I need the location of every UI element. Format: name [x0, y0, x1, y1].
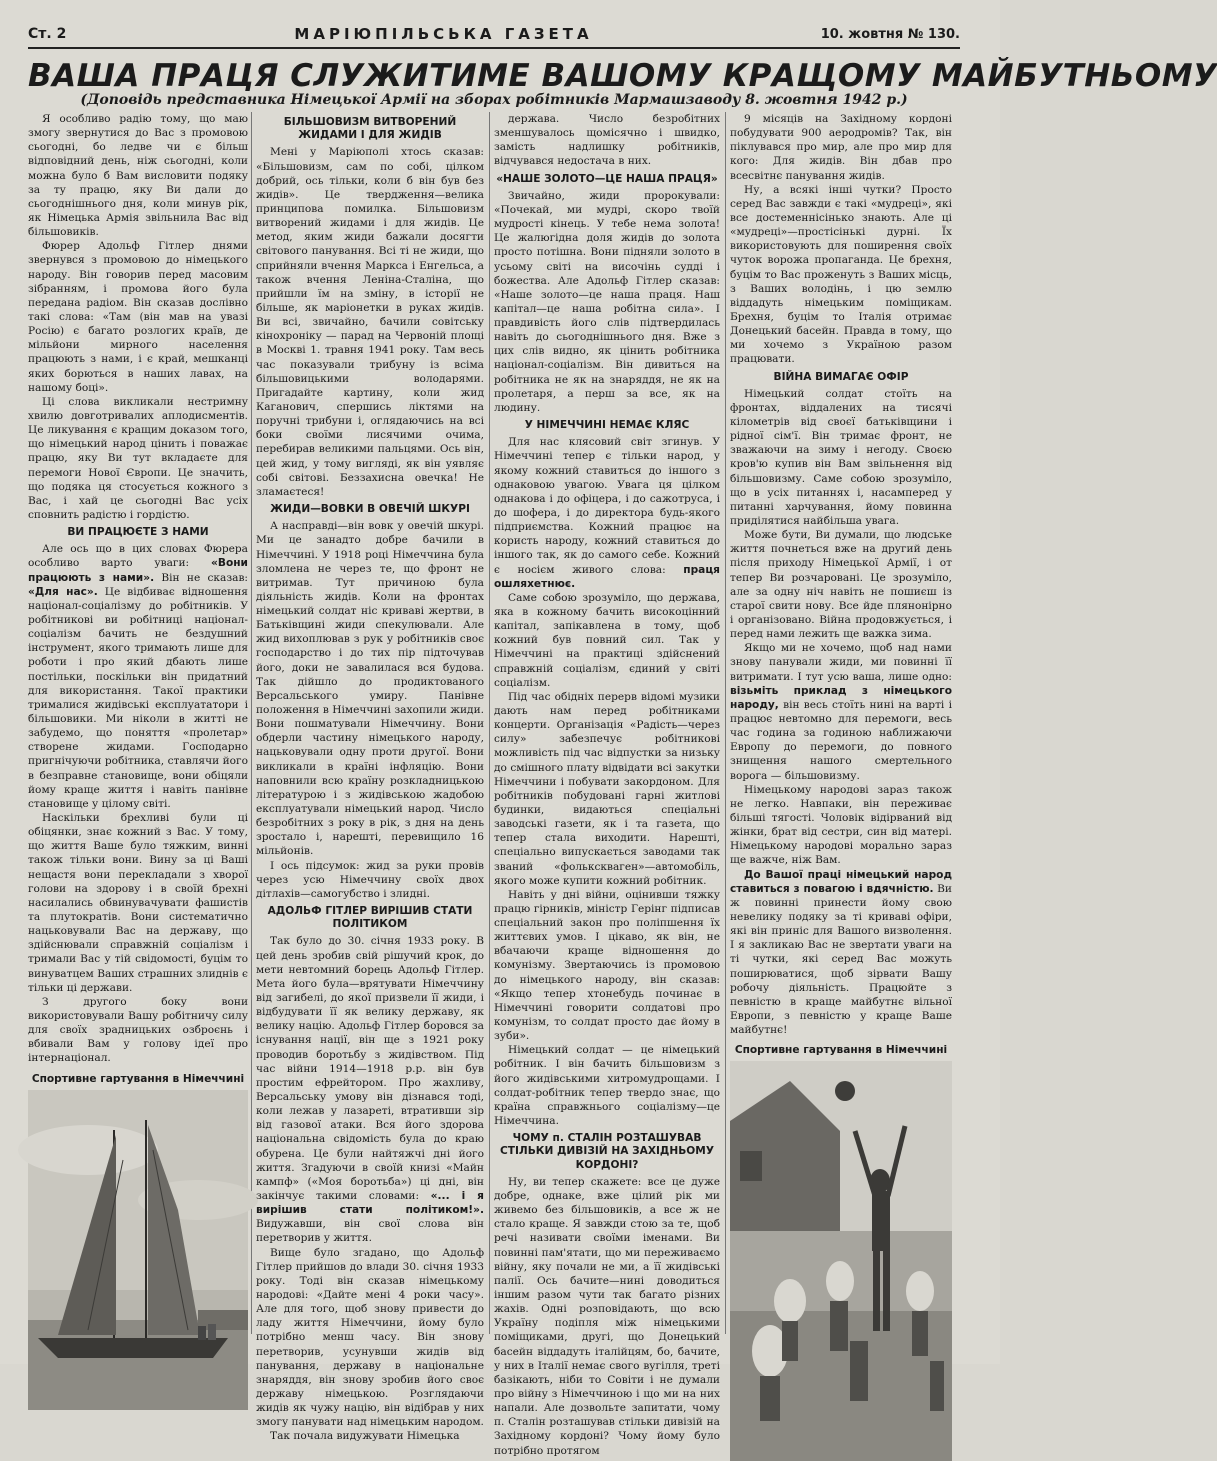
- paragraph: держава. Число безробітних зменшувалось щомісячно і швидко, замість надлишку робітників, відчувався недостача в них.: [494, 113, 720, 168]
- paragraph: Під час обідніх перерв відомі музики дають нам перед робітниками концерти. Організація «Радість—через силу» забезпечує робітникові можливість під час відпустки за низьку до смішного плату відвідати всі закутки Німеччини і побувати закордоном. Для робітників побудовані гарні житлові будинки, видаються спеціальні заводські газети, як і та газета, що тепер стала виходити. Нарешті, спеціально випускається заводами так званий «фолькскваген»—автомобіль, якого може купити кожний робітник.: [494, 690, 720, 887]
- section-heading: АДОЛЬФ ГІТЛЕР ВИРІШИВ СТАТИ ПОЛІТИКОМ: [267, 905, 473, 931]
- paragraph: Німецький солдат стоїть на фронтах, віддалених на тисячі кілометрів від своєї батьківщини і рідної сім'ї. Він тримає фронт, не зважаючи на зиму і негоду. Своєю кров'ю купив він Вам звільнення від більшовизму. Саме собою зрозуміло, що в усіх питаннях і, насамперед у питанні харчування, йому повинна приділятися найбільша увага.: [730, 387, 952, 528]
- page-number: Ст. 2: [28, 26, 67, 42]
- paragraph: А насправді—він вовк у овечій шкурі. Ми це занадто добре бачили в Німеччині. У 1918 році Німеччина була зломлена не через те, що фронт не витримав. Тут причиною була діяльність жидів. Коли на фронтах німецький солдат ніс криваві жертви, в Батьківщині жиди спекулювали. Але жид вихоплював з рук у робітників своє господарство і до тих пір підточував його, доки не завалилася вся будова. Так дійшло до продиктованого Версальського умиру. Панівне положення в Німеччині захопили жиди. Вони пошматували Німеччину. Вони обдерли частину німецького народу, нацьковували одну проти другої. Вони викликали в країні інфляцію. Вони наповнили всю країну розкладницькою літературою і з жидівською жадобою експлуатували німецький народ. Число безробітних з року в рік, з дня на день зростало і, нарешті, перевищило 16 мільйонів.: [256, 520, 484, 858]
- section-heading: ВІЙНА ВИМАГАЄ ОФІР: [773, 370, 909, 383]
- ball-game-photo: [730, 1061, 952, 1461]
- column-1: [28, 112, 248, 1344]
- paragraph: Ну, ви тепер скажете: все це дуже добре, однаке, вже цілий рік ми живемо без більшовиків, а все ж не стало краще. Я завжди стою за те, щоб речі називати своїми іменами. Ви повинні пам'ятати, що ми переживаємо війну, яку почали не ми, а її жидівські палії. Ось бачите—нині доводиться іншим разом чути так багато різних жахів. Одні розповідають, що всю Україну подіпля між німецькими поміщиками, другі, що Донецький басейн віддадуть італійцям, бо, бачите, у них в Італії немає свого вугілля, треті базікають, ніби то Совіти і не думали про війну з Німеччиною і що ми на них напали. Але дозвольте запитати, чому п. Сталін розташував стільки дивізій на Західному кордоні? Чому йому було потрібно протягом: [494, 1175, 720, 1457]
- photo-caption: Спортивне гартування в Німеччині: [734, 1044, 948, 1057]
- paragraph: Німецькому народові зараз також не легко. Навпаки, він переживає більші тягості. Чоловік відірваний від жінки, брат від сестри, син від матері. Німецькому народові морально зараз ще важче, ніж Вам.: [730, 783, 952, 867]
- column-divider: [251, 112, 252, 1334]
- paragraph: Наскільки брехливі були ці обіцянки, знає кожний з Вас. У тому, що життя Ваше було тяжким, винні також тільки вони. Вину за ці Ваші нещастя вони перекладали з хворої голови на здорову і в своїй брехні насилались обвинувачувати фашистів та плутократів. Вони систематично нацьковували Вас на державу, що здійснювали справжній соціалізм і тримали Вас у тій свідомості, буцім то винуватцем Ваших страшних злиднів є тільки ці держави.: [28, 811, 248, 994]
- paragraph: Навіть у дні війни, оцінивши тяжку працю гірників, міністр Герінг підписав спеціальний закон про поліпшення їх життєвих умов. І цікаво, як він, не вбачаючи краще відношення до комунізму. Звертаючись із промовою до німецького народу, він сказав: «Якщо тепер хтонебудь починає в Німеччині говорити солдатові про комунізм, то солдат просто дає йому в зуби».: [494, 888, 720, 1043]
- paragraph: Німецький солдат — це німецький робітник. І він бачить більшовизм з його жидівськими хитромудрощами. І солдат-робітник тепер твердо знає, що країна справжнього соціалізму—це Німеччина.: [494, 1044, 720, 1128]
- emphasis: «Для нас».: [28, 585, 98, 598]
- paragraph: І ось підсумок: жид за руки провів через усю Німеччину своїх двох дітлахів—самогубство і злидні.: [256, 859, 484, 900]
- section-heading: У НІМЕЧЧИНІ НЕМАЄ КЛЯС: [524, 419, 690, 432]
- column-divider: [489, 112, 490, 1334]
- paragraph: [28, 542, 248, 811]
- paragraph: Звичайно, жиди пророкували: «Почекай, ми мудрі, скоро твоїй мудрості кінець. У тебе нема золота! Це жалюгідна доля жидів до золота просто потішна. Вони підняли золото в усьому світі на височінь судді і божества. Але Адольф Гітлер сказав: «Наше золото—це наша праця. Наш капітал—це наша робітна сила». І правдивість його слів підтвердилась навіть до сьогоднішнього дня. Вже з цих слів видно, як цінить робітника націонал-соціалізм. Він дивиться на робітника не як на знаряддя, не як на пролетаря, а перш за все, як на людину.: [494, 189, 720, 414]
- column-3: [494, 112, 720, 1457]
- column-4: [730, 112, 952, 1344]
- text: Ви ж повинні принести йому свою невелику подяку за ті криваві офіри, які він приніс для Вашого визволення. І я закликаю Вас не звертати уваги на ті чутки, які серед Вас можуть поширюватися, щоб зірвати Вашу робочу діяльність. Працюйте з певністю в краще майбутнє вільної Европи, з певністю у краще Ваше майбутнє!: [730, 882, 952, 1037]
- text: Так було до 30. січня 1933 року. В цей день зробив свій рішучий крок, до мети невтомний борець Адольф Гітлер. Мета його була—врятувати Німеччину від загибелі, до якої призвели її жиди, і відбудувати її як велику державу, як велику націю. Адольф Гітлер боровся за існування нації, він ще з 1921 року проводив боротьбу з жидівством. Під час війни 1914—1918 р.р. він був простим ефрейтором. Про жахливу, Версальську умову він дізнався тоді, коли лежав у лазареті, втративши зір від газової атаки. Вся його здорова національна свідомість була до краю обурена. Це були найтяжчі дні його життя. Згадуючи в своїй книзі «Майн кампф» («Моя боротьба») ці дні, він закінчує такими словами:: [256, 935, 484, 1203]
- paragraph: Мені у Маріюполі хтось сказав: «Більшовизм, сам по собі, цілком добрий, ось тільки, коли б він був без жидів». Це твердження—велика принципова помилка. Більшовизм витворений жидами і для жидів. Це метод, яким жиди бажали досягти світового панування. Всі ті не жиди, що сприйняли вчення Маркса і Енгельса, а також вчення Леніна-Сталіна, що прийшли їм на зміну, в історії не більше, як маріонетки в руках жидів. Ви всі, звичайно, бачили совітську кінохроніку — парад на Червоній площі в Москві 1. травня 1941 року. Там весь час показували трибуну із всіма більшовицькими володарями. Пригадайте картину, коли жид Каганович, спершись ліктями на поручні трибуни і, оглядаючись на всі боки своїми лисячими очима, перебирав великими пальцями. Ось він, цей жид, у тому вигляді, як він уявляє собі світові. Беззахисна овечка! Не зламаєтеся!: [256, 146, 484, 498]
- section-heading: ЖИДИ—ВОВКИ В ОВЕЧІЙ ШКУРІ: [270, 502, 470, 515]
- section-heading: ВИ ПРАЦЮЄТЕ З НАМИ: [67, 526, 209, 539]
- paragraph: З другого боку вони використовували Вашу робітничу силу для своїх зрадницьких озброєнь і вбивали Вам у голову ідеї про інтернаціонал.: [28, 995, 248, 1065]
- paragraph: Ці слова викликали нестримну хвилю довготривалих аплодисментів. Це ликування є кращим доказом того, що німецький народ цінить і поважає працю, яку Ви тут вкладаєте для перемоги Нової Європи. Це значить, що подяка ця стосується кожного з Вас, і хай це сьогодні Вас усіх сповнить радістю і гордістю.: [28, 395, 248, 521]
- emphasis: «Вони працюють з нами».: [28, 557, 248, 584]
- sailboat-photo: [28, 1090, 248, 1410]
- emphasis: праця ошляхетнює.: [494, 563, 720, 590]
- paragraph: 9 місяців на Західному кордоні побудувати 900 аеродромів? Так, він піклувався про мир, але про мир для кого: Для жидів. Він дбав про всесвітнє панування жидів.: [730, 113, 952, 182]
- emphasis: «... і я вирішив стати політиком!».: [256, 1190, 484, 1217]
- masthead: [28, 22, 960, 46]
- paragraph: [494, 435, 720, 591]
- headline: ВАША ПРАЦЯ СЛУЖИТИМЕ ВАШОМУ КРАЩОМУ МАЙБУТНЬОМУ: [28, 58, 1217, 94]
- paragraph: Вище було згадано, що Адольф Гітлер прийшов до влади 30. січня 1933 року. Тоді він сказав німецькому народові: «Дайте мені 4 роки часу». Але для того, щоб знову привести до ладу життя Німеччини, йому було потрібно менш часу. Він знову перетворив, усунувши жидів від панування, державу в національне знаряддя, він знову зробив його своє державу німецькою. Розглядаючи жидів як чужу націю, він відібрав у них змогу панувати над німецьким народом.: [256, 1246, 484, 1429]
- column-2: [256, 112, 484, 1443]
- paragraph: [730, 868, 952, 1038]
- section-heading: БІЛЬШОВИЗМ ВИТВОРЕНИЙ ЖИДАМИ І ДЛЯ ЖИДІВ: [283, 116, 457, 142]
- text: Якщо ми не хочемо, щоб над нами знову панували жиди, ми повинні її витримати. І тут усю ваша, лише одно:: [730, 642, 952, 683]
- column-divider: [725, 112, 726, 1334]
- photo-caption: Спортивне гартування в Німеччині: [31, 1072, 245, 1085]
- paragraph: Саме собою зрозуміло, що держава, яка в кожному бачить високоцінний капітал, запікавлена в тому, щоб кожний був повний сил. Так у Німеччині на практиці здійснений справжній соціалізм, єдиний у світі соціалізм.: [494, 591, 720, 689]
- text: він весь стоїть нині на варті і працює невтомно для перемоги, весь час година за годиною наближаючи Европу до перемоги, до повного знищення нашого смертельного ворога — більшовизму.: [730, 698, 952, 782]
- text: Видужавши, він свої слова він перетворив у життя.: [256, 1218, 484, 1245]
- newspaper-name: МАРІЮПІЛЬСЬКА ГАЗЕТА: [294, 25, 593, 43]
- text: Але ось що в цих словах Фюрера особливо варто уваги:: [28, 543, 248, 570]
- text: Він не сказав:: [154, 571, 248, 584]
- paragraph: Може бути, Ви думали, що людське життя почнеться вже на другий день після приходу Німецької Армії, і от тепер Ви розчаровані. Це зрозуміло, але за одну ніч навіть не пошиєш із старої свити нову. Все йде плянонірно і організовано. Війна продовжується, і перед нами лежить ще важка зима.: [730, 529, 952, 641]
- section-heading: ЧОМУ п. СТАЛІН РОЗТАШУВАВ СТІЛЬКИ ДИВІЗІЙ НА ЗАХІДНЬОМУ КОРДОНІ?: [499, 1132, 715, 1171]
- paragraph: Фюрер Адольф Гітлер днями звернувся з промовою до німецького народу. Він говорив перед масовим зібранням, і промова його була передана радіом. Він сказав дослівно такі слова: «Там (він мав на увазі Росію) є багато розлогих країв, де мільйони мирного населення працюють з нами, і є край, мешканці яких борються в наших лавах, на нашому боці».: [28, 240, 248, 394]
- paragraph: [256, 934, 484, 1245]
- text: Це відбиває відношення націонал-соціалізму до робітників. У робітникові ви робітниці націонал-соціалізм бачить не бездушний інструмент, якого тримають лише для роботи і про який дбають лише постільки, поскільки він придатний для використання. Такої практики трималися жидівські експлуататори і більшовики. Ми ніколи в житті не забудемо, що поняття «пролетар» створене жидами. Господарно пригнічуючи робітника, ставлячи його в безправне становище, вони обіцяли йому краще життя і навіть панівне становище у цілому світі.: [28, 585, 248, 810]
- emphasis: візьміть приклад з німецького народу,: [730, 684, 952, 711]
- subheadline: (Доповідь представника Німецької Армії на зборах робітників Мармашзаводу 8. жовтня 1942 р.): [80, 92, 908, 108]
- paragraph: Я особливо радію тому, що маю змогу звернутися до Вас з промовою сьогодні, бо ледве чи є більш відповідний день, ніж сьогодні, коли можна було б Вам висловити подяку за ту працю, яку Ви дали до сьогоднішнього дня, коли минув рік, як Німецька Армія звільнила Вас від більшовиків.: [28, 113, 248, 239]
- paragraph: Так почала видужувати Німецька: [270, 1430, 460, 1443]
- masthead-rule: [28, 47, 960, 49]
- paragraph: [730, 641, 952, 782]
- paragraph: Ну, а всякі інші чутки? Просто серед Вас завжди є такі «мудреці», які все достеменнісінько знають. Але ці «мудреці»—простісінькі дурні. Їх використовують для поширення своїх чуток ворожа пропаганда. Це брехня, буцім то Вас проженуть з Ваших місць, з Ваших володінь, і цю землю віддадуть німецьким поміщикам. Брехня, буцім то Італія отримає Донецький басейн. Правда в тому, що ми хочемо з Україною разом працювати.: [730, 183, 952, 366]
- section-heading: «НАШЕ ЗОЛОТО—ЦЕ НАША ПРАЦЯ»: [496, 172, 718, 185]
- emphasis: До Вашої праці німецький народ ставиться з повагою і вдячністю.: [730, 868, 952, 895]
- text: Для нас клясовий світ згинув. У Німеччині тепер є тільки народ, у якому кожний ставиться до іншого з однаковою увагою. Увага ця цілком однакова і до офіцера, і до сажотруса, і до шофера, і до директора будь-якого підприємства. Кожний працює на користь народу, кожний ставиться до іншого так, як до самого себе. Кожний є носієм живого слова:: [494, 436, 720, 576]
- issue-date: 10. жовтня № 130.: [820, 26, 960, 42]
